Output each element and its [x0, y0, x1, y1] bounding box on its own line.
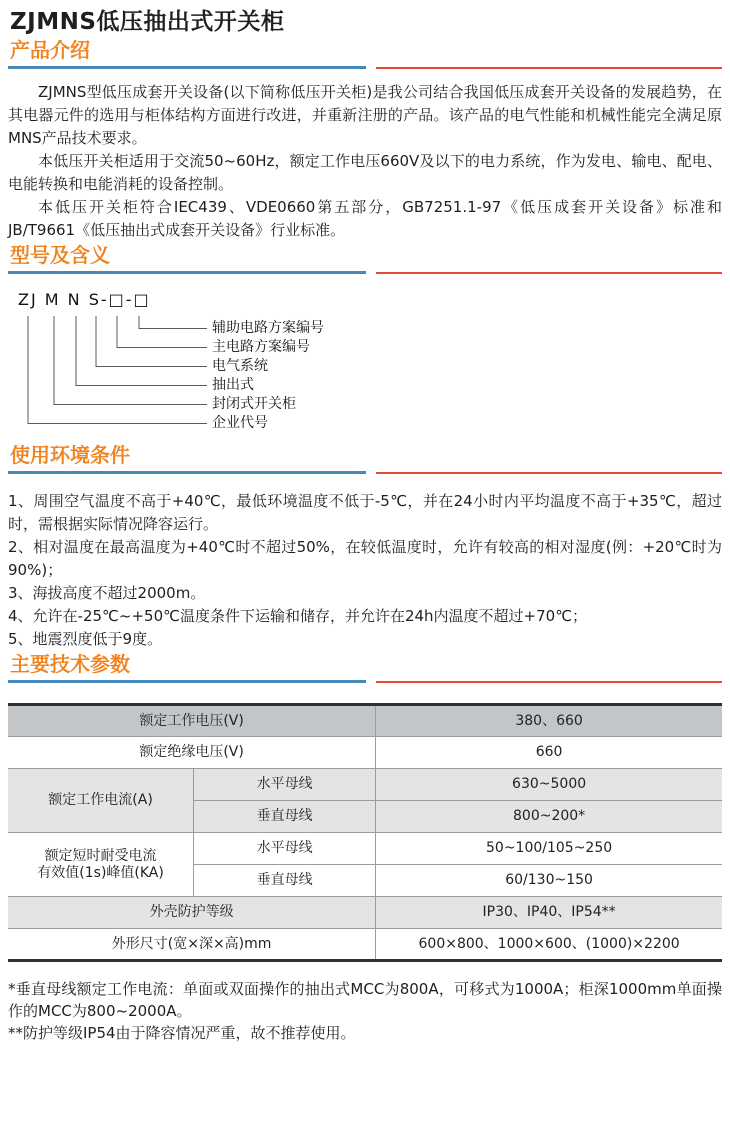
divider-blue-segment — [8, 471, 366, 474]
section-divider — [8, 471, 722, 474]
param-label-line: 有效值(1s)峰值(KA) — [37, 864, 164, 881]
divider-red-segment — [376, 472, 722, 474]
divider-red-segment — [376, 681, 722, 683]
intro-paragraph: 本低压开关柜符合IEC439、VDE0660第五部分，GB7251.1-97《低压成套开关设备》标准和JB/T9661《低压抽出式成套开关设备》行业标准。 — [8, 198, 722, 239]
environment-condition-item: 3、海拔高度不超过2000m。 — [8, 584, 206, 602]
model-label: 企业代号 — [212, 415, 268, 431]
param-value-cell: IP30、IP40、IP54** — [376, 897, 722, 929]
param-value-cell: 50~100/105~250 — [376, 833, 722, 865]
divider-blue-segment — [8, 680, 366, 683]
param-sublabel-cell: 垂直母线 — [194, 801, 376, 833]
environment-condition-item: 1、周围空气温度不高于+40℃，最低环境温度不低于-5℃，并在24小时内平均温度不高于+35℃，超过时，需根据实际情况降容运行。 — [8, 492, 722, 533]
param-value-cell: 380、660 — [376, 705, 722, 737]
table-row — [8, 737, 722, 769]
param-label-cell — [8, 833, 194, 897]
param-label-cell: 额定工作电压(V) — [8, 705, 376, 737]
param-value-cell: 600×800、1000×600、(1000)×2200 — [376, 929, 722, 961]
environment-condition-item: 2、相对温度在最高温度为+40℃时不超过50%，在较低温度时，允许有较高的相对湿度(例：+20℃时为90%)； — [8, 538, 722, 579]
divider-blue-segment — [8, 66, 366, 69]
divider-blue-segment — [8, 271, 366, 274]
model-label: 主电路方案编号 — [212, 339, 310, 355]
footnotes — [8, 978, 722, 1044]
environment-conditions-list — [8, 490, 722, 651]
model-code-diagram — [10, 290, 722, 442]
divider-red-segment — [376, 272, 722, 274]
environment-condition-item: 5、地震烈度低于9度。 — [8, 630, 163, 648]
section-heading-intro: 产品介绍 — [10, 38, 90, 62]
param-value-cell: 660 — [376, 737, 722, 769]
intro-paragraph: 本低压开关柜适用于交流50~60Hz，额定工作电压660V及以下的电力系统，作为发电、输电、配电、电能转换和电能消耗的设备控制。 — [8, 152, 722, 193]
section-divider — [8, 680, 722, 683]
section-heading-parameters: 主要技术参数 — [10, 652, 130, 676]
param-value-cell: 800~200* — [376, 801, 722, 833]
intro-paragraph: ZJMNS型低压成套开关设备(以下简称低压开关柜)是我公司结合我国低压成套开关设备的发展趋势，在其电器元件的选用与柜体结构方面进行改进，并重新注册的产品。该产品的电气性能和机械性能完全满足原MNS产品技术要求。 — [8, 83, 722, 147]
environment-condition-item: 4、允许在-25℃~+50℃温度条件下运输和储存，并允许在24h内温度不超过+70℃； — [8, 607, 588, 625]
table-row — [8, 769, 722, 801]
section-divider — [8, 66, 722, 69]
table-row — [8, 929, 722, 961]
catalog-page — [0, 7, 730, 1044]
model-connector-lines — [10, 290, 724, 442]
model-code: ZJ M N S-□-□ — [18, 290, 151, 309]
param-sublabel-cell: 水平母线 — [194, 833, 376, 865]
table-row — [8, 833, 722, 865]
param-sublabel-cell: 水平母线 — [194, 769, 376, 801]
param-value-cell: 60/130~150 — [376, 865, 722, 897]
footnote: **防护等级IP54由于降容情况严重，故不推荐使用。 — [8, 1024, 356, 1042]
table-row — [8, 897, 722, 929]
param-label-cell: 额定工作电流(A) — [8, 769, 194, 833]
param-value-cell: 630~5000 — [376, 769, 722, 801]
param-label-cell: 外形尺寸(宽×深×高)mm — [8, 929, 376, 961]
param-label-cell: 额定绝缘电压(V) — [8, 737, 376, 769]
footnote: *垂直母线额定工作电流：单面或双面操作的抽出式MCC为800A，可移式为1000A；柜深1000mm单面操作的MCC为800~2000A。 — [8, 980, 722, 1020]
param-label-cell: 外壳防护等级 — [8, 897, 376, 929]
page-title: ZJMNS低压抽出式开关柜 — [10, 9, 285, 35]
param-sublabel-cell: 垂直母线 — [194, 865, 376, 897]
technical-parameters-table — [8, 703, 722, 962]
table-row — [8, 705, 722, 737]
model-label: 封闭式开关柜 — [212, 396, 296, 412]
intro-paragraphs — [8, 81, 722, 242]
model-label: 抽出式 — [212, 377, 254, 393]
section-divider — [8, 271, 722, 274]
model-label: 辅助电路方案编号 — [212, 320, 324, 336]
divider-red-segment — [376, 67, 722, 69]
param-label-line: 额定短时耐受电流 — [44, 847, 157, 864]
model-label: 电气系统 — [212, 358, 268, 374]
section-heading-environment: 使用环境条件 — [10, 443, 130, 467]
section-heading-model: 型号及含义 — [10, 243, 110, 267]
